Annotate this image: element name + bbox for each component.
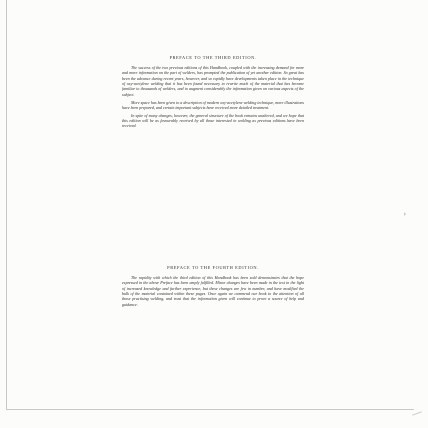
preface-fourth-edition [122, 265, 304, 310]
preface-third-edition [122, 55, 304, 131]
section-heading: PREFACE TO THE FOURTH EDITION. [167, 265, 259, 270]
page-bottom-edge [6, 409, 414, 410]
margin-mark: › [403, 210, 406, 218]
paragraph: More space has been given to a description of modern oxy-acetylene welding technique, more illustrations have been prepared, and certain important subjects have received more detailed treatment. [122, 99, 304, 110]
paragraph: In spite of many changes, however, the general structure of the book remains unaltered, and we hope that this edition will be as favourably received by all those interested in welding as previous editions have been received. [122, 112, 304, 129]
paragraph: The rapidity with which the third edition of this Handbook has been sold demonstrates that the hope expressed in the above Preface has been amply fulfilled. Minor changes have been made in the text in the light of increased knowledge and further experience, but these changes are few in number, and have modified the bulk of the material contained within these pages. Once again we commend our book to the attention of all those practising welding, and trust that the information given will continue to prove a source of help and guidance. [122, 275, 304, 307]
section-heading: PREFACE TO THE THIRD EDITION. [169, 55, 257, 60]
page-corner-edge [412, 411, 422, 415]
paragraph: The success of the two previous editions of this Handbook, coupled with the increasing demand for more and more information on the part of welders, has prompted the publication of yet another edition. So great has been the advance during recent years, however, and so rapidly have developments taken place in the technique of oxy-acetylene welding that it has been found necessary to rewrite much of the material that has become familiar to thousands of welders, and to augment considerably the information given on various aspects of the subject. [122, 65, 304, 97]
page-binding-edge [6, 0, 7, 410]
